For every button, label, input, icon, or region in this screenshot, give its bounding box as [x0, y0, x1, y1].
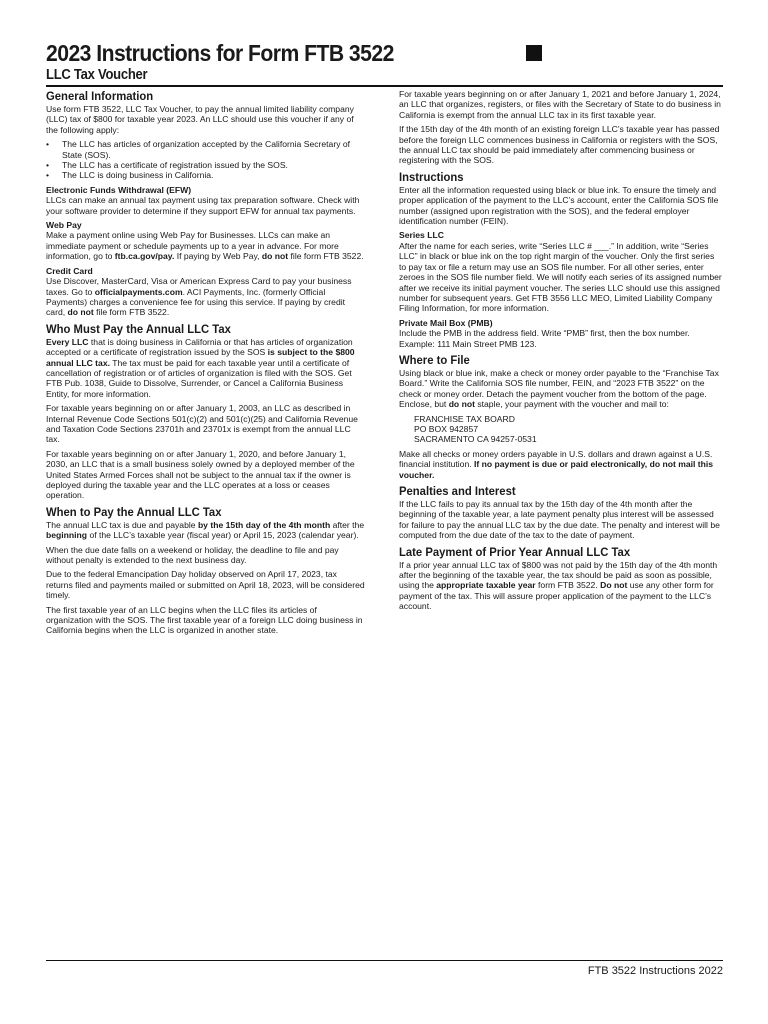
instructions-p1: Enter all the information requested using black or blue ink. To ensure the timely and proper application of the payment to the LLC’s account, enter the California SOS file number (assigned upon registration with the SOS), and the federal employer identification number (FEIN). [399, 184, 719, 227]
when-to-pay-p3: Due to the federal Emancipation Day holiday observed on April 17, 2023, tax returns filed and payments mailed or submitted on April 18, 2023, will be considered timely. [46, 569, 365, 601]
where-to-file-p1: Using black or blue ink, make a check or money order payable to the “Franchise Tax Board.” Write the California SOS file number, FEIN, and “2023 FTB 3522” on the check or money order. Detach the payment voucher from the bottom of the page. Enclose, but do not staple, your payment with the voucher and mail to: [399, 367, 719, 410]
list-item: • The LLC has a certificate of registration issued by the SOS. [46, 160, 366, 170]
pmb-text: Include the PMB in the address field. Write “PMB” first, then the box number. Example: 111 Main Street PMB 123. [399, 328, 690, 349]
when-to-pay-p2: When the due date falls on a weekend or holiday, the deadline to file and pay without penalty is extended to the next business day. [46, 544, 339, 566]
address-line: SACRAMENTO CA 94257-0531 [414, 434, 537, 445]
when-to-pay-p4: The first taxable year of an LLC begins when the LLC files its articles of organization with the SOS. The first taxable year of a foreign LLC doing business in California begins when the LLC is organized in another state. [46, 604, 363, 636]
web-pay-heading: Web Pay [46, 220, 82, 231]
when-to-pay-p5: For taxable years beginning on or after January 1, 2021 and before January 1, 2024, an LLC that organizes, registers, or files with the Secretary of State to do business in California is exempt from the annual LLC tax in its first taxable year. [399, 89, 721, 120]
web-pay-link[interactable]: ftb.ca.gov/pay. [114, 251, 175, 262]
late-payment-heading: Late Payment of Prior Year Annual LLC Tax [399, 544, 631, 559]
who-must-pay-p1: Every LLC that is doing business in California or that has articles of organization accepted or a certificate of registration issued by the SOS is subject to the $800 annual LLC tax. The tax must be paid for each taxable year until a certificate of cancellation of registration or of articles of organization is filed with the SOS. Get FTB Pub. 1038, Guide to Dissolve, Surrender, or Cancel a California Business Entity, for more information. [46, 336, 355, 399]
late-payment-text: If a prior year annual LLC tax of $800 was not paid by the 15th day of the 4th month after the beginning of the taxable year, the tax should be paid as soon as possible, using the appropriate taxable year form FTB 3522. Do not use any other form for payment of the tax. This will assure proper application of the payment to the LLC’s account. [399, 559, 718, 612]
address-line: PO BOX 942857 [414, 423, 479, 434]
right-column [399, 89, 723, 616]
credit-card-text: Use Discover, MasterCard, Visa or American Express Card to pay your business taxes. Go to officialpayments.com. ACI Payments, Inc. (formerly Official Payments) charges a convenience fee for using this service. If paying by credit card, do not file form FTB 3522. [46, 276, 352, 318]
pmb-heading: Private Mail Box (PMB) [399, 317, 493, 328]
efw-heading: Electronic Funds Withdrawal (EFW) [46, 184, 192, 195]
header-divider [46, 85, 723, 87]
credit-card-heading: Credit Card [46, 265, 93, 276]
series-llc-heading: Series LLC [399, 230, 444, 241]
list-item: • The LLC has articles of organization accepted by the California Secretary of State (SOS). [46, 139, 366, 160]
when-to-pay-p6: If the 15th day of the 4th month of an existing foreign LLC’s taxable year has passed before the foreign LLC commences business in California or registers with the SOS, the annual LLC tax should be paid immediately after commencing business or registering with the SOS. [399, 124, 720, 166]
who-must-pay-heading: Who Must Pay the Annual LLC Tax [46, 321, 231, 336]
instructions-heading: Instructions [399, 169, 464, 184]
footer-divider [46, 960, 723, 961]
web-pay-text: Make a payment online using Web Pay for Businesses. LLCs can make an immediate payment or schedule payments up to a year in advance. For more information, go to ftb.ca.gov/pay. If paying by Web Pay, do not file form FTB 3522. [46, 230, 364, 262]
series-llc-text: After the name for each series, write “Series LLC # ___.” In addition, write “Series LLC” in black or blue ink on the top right margin of the voucher. Only the first series to pay tax or file a return may use an SOS file number. For all other series, enter zeroes in the SOS file number field. We will notify each series of its assigned number after we receive its initial payment voucher. The series LLC should use this assigned number for subsequent years. Get FTB 3556 LLC MEO, Limited Liability Company Filing Information, for more information. [399, 240, 722, 314]
when-to-pay-heading: When to Pay the Annual LLC Tax [46, 504, 222, 519]
general-intro: Use form FTB 3522, LLC Tax Voucher, to pay the annual limited liability company (LLC) tax of $800 for taxable year 2023. An LLC should use this voucher if any of the following apply: [46, 104, 354, 135]
list-item: • The LLC is doing business in California. [46, 170, 366, 180]
general-information-heading: General Information [46, 89, 154, 103]
page-title: 2023 Instructions for Form FTB 3522 [46, 40, 394, 66]
when-to-pay-p1: The annual LLC tax is due and payable by the 15th day of the 4th month after the beginning of the LLC’s taxable year (fiscal year) or April 15, 2023 (calendar year). [46, 519, 365, 541]
where-to-file-p2: Make all checks or money orders payable in U.S. dollars and drawn against a U.S. financial institution. If no payment is due or paid electronically, do not mail this voucher. [399, 448, 714, 480]
left-column [46, 89, 366, 640]
penalties-text: If the LLC fails to pay its annual tax by the 15th day of the 4th month after the beginning of the taxable year, a late payment penalty plus interest will be assessed for failure to pay the annual LLC tax by the due date. The penalty and interest will be computed from the due date of the tax to the date of payment. [399, 499, 720, 541]
penalties-heading: Penalties and Interest [399, 484, 516, 498]
page-subtitle: LLC Tax Voucher [46, 67, 148, 83]
mailing-address [414, 414, 723, 445]
who-must-pay-p2: For taxable years beginning on or after January 1, 2003, an LLC as described in Internal Revenue Code Sections 501(c)(2) and 501(c)(25) and California Revenue and Taxation Code Sections 23701h and 23701x is exempt from the annual LLC tax. [46, 403, 358, 445]
official-payments-link[interactable]: officialpayments.com [94, 286, 183, 297]
page-footer: FTB 3522 Instructions 2022 [587, 965, 723, 977]
address-line: FRANCHISE TAX BOARD [414, 413, 515, 424]
requirements-list [46, 139, 366, 181]
registration-mark [526, 45, 542, 61]
where-to-file-heading: Where to File [399, 352, 470, 367]
who-must-pay-p3: For taxable years beginning on or after January 1, 2020, and before January 1, 2030, an LLC that is a small business solely owned by a deployed member of the United States Armed Forces shall not be subject to the annual tax if the owner is deployed during the taxable year and the LLC operates at a loss or ceases operation. [46, 448, 355, 501]
efw-text: LLCs can make an annual tax payment using tax preparation software. Check with your software provider to determine if they support EFW for annual tax payments. [46, 195, 360, 216]
